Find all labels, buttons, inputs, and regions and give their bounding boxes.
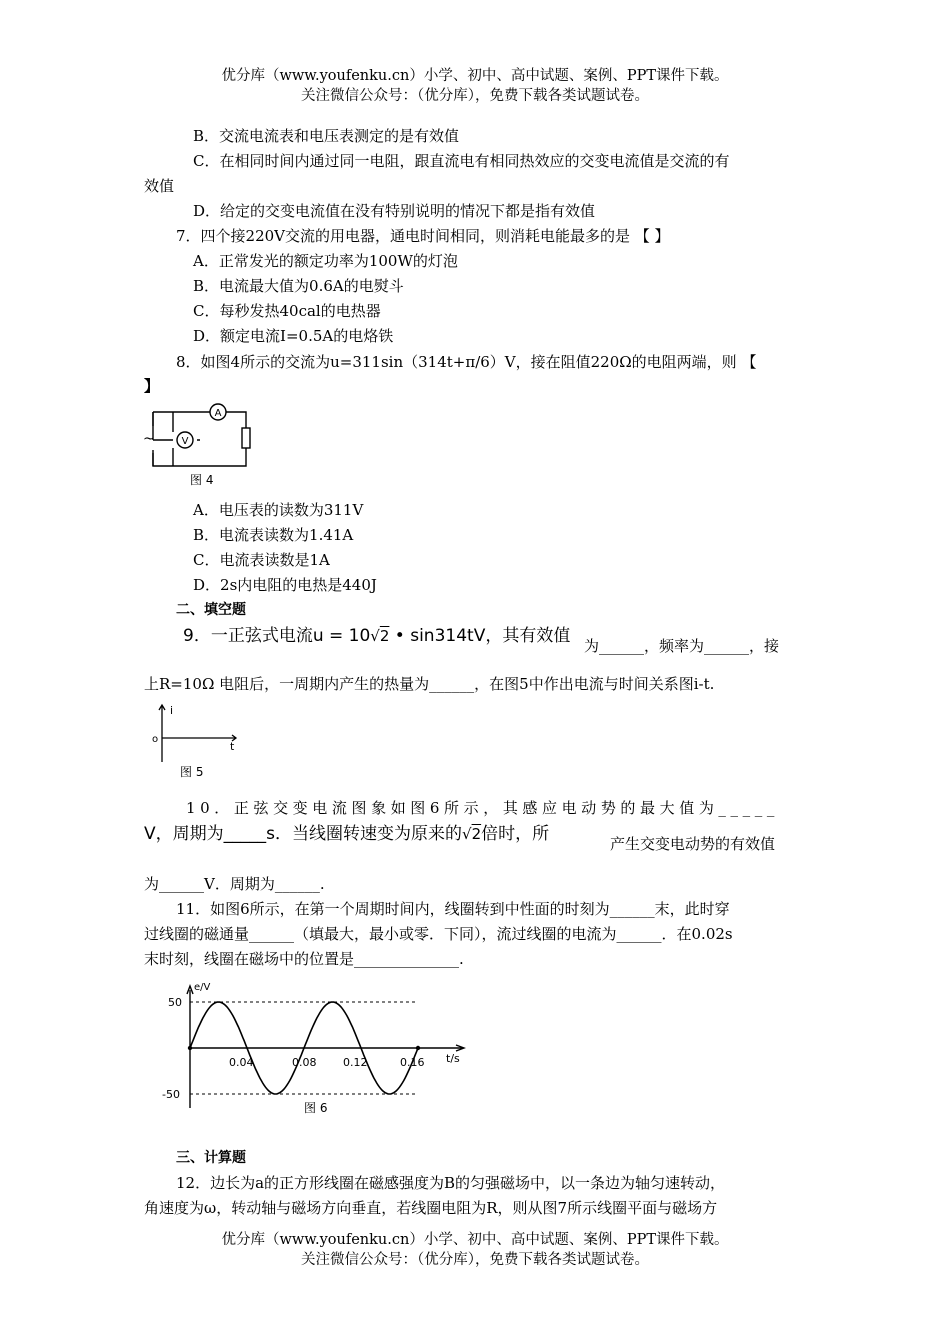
section-3-heading: 三、计算题 — [176, 1150, 246, 1166]
q6-option-c-line2: 效值 — [144, 177, 175, 195]
q7-option-a: A．正常发光的额定功率为100W的灯泡 — [193, 252, 458, 270]
figure-5-axis-i: i — [170, 704, 174, 717]
q8-stem-line1: 8．如图4所示的交流为u=311sin（314t+π/6）V，接在阻值220Ω的电阻两端，则 【 — [176, 353, 757, 371]
q12-line1: 12．边长为a的正方形线圈在磁感强度为B的匀强磁场中，以一条边为轴匀速转动， — [176, 1174, 726, 1192]
figure-5-origin: o — [152, 734, 159, 745]
figure-5-axes — [148, 700, 244, 784]
voltmeter-label: V — [181, 436, 189, 447]
figure-6-point — [188, 1046, 192, 1050]
q9-stem-b: • sin314tV，其有效值 — [389, 626, 571, 646]
q10-line2b: 倍时，所 — [481, 824, 550, 844]
q9-line2: 上R=10Ω 电阻后，一周期内产生的热量为______，在图5中作出电流与时间关系图i-t. — [144, 675, 715, 693]
q12-line2: 角速度为ω，转动轴与磁场方向垂直，若线圈电阻为R，则从图7所示线圈平面与磁场方 — [144, 1199, 718, 1217]
figure-6-ytick-50: 50 — [168, 996, 182, 1009]
q6-option-c-line1: C．在相同时间内通过同一电阻，跟直流电有相同热效应的交变电流值是交流的有 — [193, 152, 730, 170]
page-footer-line-2: 关注微信公众号：（优分库），免费下载各类试题试卷。 — [301, 1252, 649, 1268]
q8-option-c: C．电流表读数是1A — [193, 551, 330, 569]
figure-6-xtick: 0.12 — [343, 1056, 368, 1069]
q9-stem-a: 9．一正弦式电流u = 10 — [183, 626, 371, 646]
q8-option-a: A．电压表的读数为311V — [193, 501, 364, 519]
figure-6-chart — [158, 978, 478, 1118]
figure-6-xtick: 0.16 — [400, 1056, 425, 1069]
figure-6-ytick-neg50: -50 — [162, 1088, 180, 1101]
q8-stem-line2: 】 — [144, 377, 160, 395]
q10-line1: 10．正弦交变电流图象如图6所示，其感应电动势的最大值为_____ — [186, 799, 779, 817]
figure-4-caption: 图 4 — [190, 473, 214, 487]
q11-line3: 末时刻，线圈在磁场中的位置是______________. — [144, 950, 464, 968]
figure-6-y-label: e/V — [194, 982, 211, 993]
q11-line1: 11．如图6所示，在第一个周期时间内，线圈转到中性面的时刻为______末，此时穿 — [176, 900, 730, 918]
figure-6-xtick: 0.04 — [229, 1056, 254, 1069]
q10-line2a: V，周期为_____s．当线圈转速变为原来的 — [144, 824, 462, 844]
q10-radical: √2 — [462, 825, 482, 843]
q7-option-b: B．电流最大值为0.6A的电熨斗 — [193, 277, 404, 295]
q7-option-c: C．每秒发热40cal的电热器 — [193, 302, 381, 320]
ac-source-symbol: ~ — [143, 431, 155, 447]
q6-option-b: B．交流电流表和电压表测定的是有效值 — [193, 127, 460, 145]
q10-line2 — [144, 824, 549, 844]
q9-stem-c: 为______，频率为______，接 — [584, 637, 780, 655]
q7-option-d: D．额定电流I=0.5A的电烙铁 — [193, 327, 394, 345]
q9-stem — [183, 626, 570, 646]
figure-4-circuit — [140, 398, 260, 490]
q6-option-d: D．给定的交变电流值在没有特别说明的情况下都是指有效值 — [193, 202, 596, 220]
page-footer-line-1: 优分库（www.youfenku.cn）小学、初中、高中试题、案例、PPT课件下载。 — [221, 1232, 729, 1248]
q10-line3: 为______V．周期为______. — [144, 875, 325, 893]
figure-6-caption: 图 6 — [304, 1101, 328, 1115]
figure-6-point — [416, 1046, 420, 1050]
figure-5-axis-t: t — [230, 740, 235, 753]
page-header-line-2: 关注微信公众号：（优分库），免费下载各类试题试卷。 — [301, 88, 649, 104]
q7-stem: 7．四个接220V交流的用电器，通电时间相同，则消耗电能最多的是 【 】 — [176, 227, 670, 245]
q9-radical: √2 — [370, 627, 390, 645]
figure-5-caption: 图 5 — [180, 765, 204, 779]
figure-6-x-label: t/s — [446, 1052, 460, 1065]
q11-line2: 过线圈的磁通量______（填最大，最小或零．下同），流过线圈的电流为______．在0.02s — [144, 925, 733, 943]
q8-option-b: B．电流表读数为1.41A — [193, 526, 354, 544]
ammeter-label: A — [214, 408, 222, 419]
page-header-line-1: 优分库（www.youfenku.cn）小学、初中、高中试题、案例、PPT课件下载。 — [221, 68, 729, 84]
section-2-heading: 二、填空题 — [176, 602, 246, 618]
figure-6-xtick: 0.08 — [292, 1056, 317, 1069]
q8-option-d: D．2s内电阻的电热是440J — [193, 576, 377, 594]
q10-line2c: 产生交变电动势的有效值 — [610, 835, 776, 853]
